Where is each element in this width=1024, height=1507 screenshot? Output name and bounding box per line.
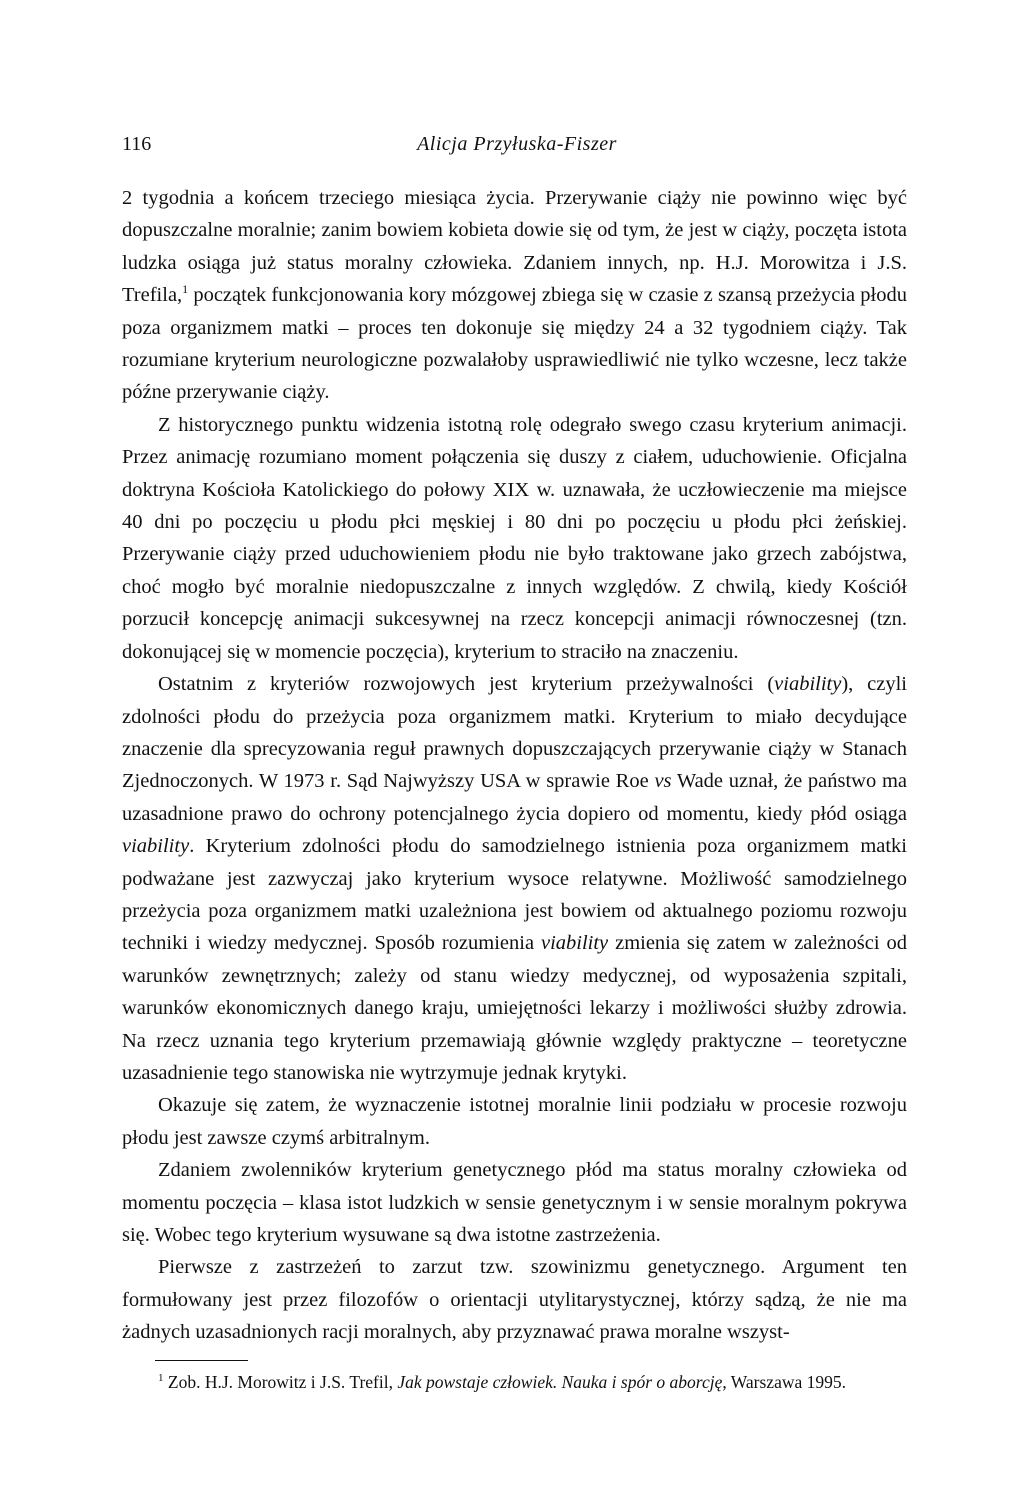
footnote-divider <box>155 1360 248 1361</box>
footnote-text-part: Zob. H.J. Morowitz i J.S. Trefil, <box>163 1372 398 1392</box>
paragraph: Zdaniem zwolenników kryterium genetycznego płód ma status moralny człowieka od momentu poczęcia – klasa istot ludzkich w sensie genetycznym i w sensie moralnym pokrywa się. Wobec tego kryterium wysuwane są dwa istotne zastrzeżenia. <box>122 1159 907 1246</box>
paragraph-text: 2 tygodnia a końcem trzeciego miesiąca życia. Przerywanie ciąży nie powinno więc być dopuszczalne moralnie; zanim bowiem kobieta dowie się od tym, że jest w ciąży, poczęta istota ludzka osiąga już status moralny człowieka. Zdaniem innych, np. H.J. Morowitza i J.S. Trefila, <box>122 187 907 307</box>
footnote-text <box>122 1368 907 1396</box>
paragraph-text: Wade uznał, że państwo ma uzasadnione prawo do ochrony potencjalnego życia dopiero od momentu, kiedy płód osiąga <box>122 770 907 825</box>
footnote-text-part: , Warszawa 1995. <box>722 1372 846 1392</box>
italic-term: viability <box>774 673 842 696</box>
paragraph-text: Ostatnim z kryteriów rozwojowych jest kryterium przeżywalności ( <box>158 673 775 696</box>
paragraph-text: ), czyli zdolności płodu do przeżycia poza organizmem matki. Kryterium to miało decydujące znaczenie dla sprecyzowania reguł prawnych dopuszczających przerywanie ciąży w Stanach Zjednoczonych. W 1973 r. Sąd Najwyższy USA w sprawie Roe <box>122 673 907 793</box>
paragraph <box>122 668 907 1089</box>
footnote <box>122 1368 907 1396</box>
italic-term: viability <box>540 932 609 955</box>
paragraph-text: zmienia się zatem w zależności od warunków zewnętrznych; zależy od stanu wiedzy medycznej, od wyposażenia szpitali, warunków ekonomicznych danego kraju, umiejętności lekarzy i możliwości służby zdrowia. Na rzecz uznania tego kryterium przemawiają głównie względy praktyczne – teoretyczne uzasadnienie tego stanowiska nie wytrzymuje jednak krytyki. <box>122 932 907 1084</box>
italic-term: vs <box>654 770 672 793</box>
paragraph-text: . Kryterium zdolności płodu do samodzielnego istnienia poza organizmem matki podważane jest zazwyczaj jako kryterium wysoce relatywne. Możliwość samodzielnego przeżycia poza organizmem matki uzależniona jest bowiem od aktualnego poziomu rozwoju techniki i wiedzy medycznej. Sposób rozumienia <box>122 835 907 955</box>
page-header <box>122 133 912 163</box>
paragraph: Pierwsze z zastrzeżeń to zarzut tzw. szowinizmu genetycznego. Argument ten formułowany jest przez filozofów o orientacji utylitarystycznej, którzy sądzą, że nie ma żadnych uzasadnionych racji moralnych, aby przyznawać prawa moralne wszyst- <box>122 1256 907 1344</box>
paragraph <box>122 182 907 409</box>
footnote-reference[interactable]: 1 <box>182 282 189 297</box>
page-number: 116 <box>122 133 152 155</box>
footnote-marker: 1 <box>158 1372 164 1385</box>
paragraph: Z historycznego punktu widzenia istotną rolę odegrało swego czasu kryterium animacji. Przez animację rozumiano moment połączenia się duszy z ciałem, uduchowienie. Oficjalna doktryna Kościoła Katolickiego do połowy XIX w. uznawała, że uczłowieczenie ma miejsce 40 dni po poczęciu u płodu płci męskiej i 80 dni po poczęciu u płodu płci żeńskiej. Przerywanie ciąży przed uduchowieniem płodu nie było traktowane jako grzech zabójstwa, choć mogło być moralnie niedopuszczalne z innych względów. Z chwilą, kiedy Kościół porzucił koncepcję animacji sukcesywnej na rzecz koncepcji animacji równoczesnej (tzn. dokonującej się w momencie poczęcia), kryterium to straciło na znaczeniu. <box>122 413 907 663</box>
footnote-book-title: Jak powstaje człowiek. Nauka i spór o aborcję <box>397 1372 723 1392</box>
body-text <box>122 182 907 1349</box>
running-title: Alicja Przyłuska-Fiszer <box>417 133 617 155</box>
paragraph-text: początek funkcjonowania kory mózgowej zbiega się w czasie z szansą przeżycia płodu poza organizmem matki – proces ten dokonuje się między 24 a 32 tygodniem ciąży. Tak rozumiane kryterium neurologiczne pozwalałoby usprawiedliwić nie tylko wczesne, lecz także późne przerywanie ciąży. <box>122 284 907 404</box>
paragraph: Okazuje się zatem, że wyznaczenie istotnej moralnie linii podziału w procesie rozwoju płodu jest zawsze czymś arbitralnym. <box>122 1094 907 1149</box>
italic-term: viability <box>122 835 190 858</box>
